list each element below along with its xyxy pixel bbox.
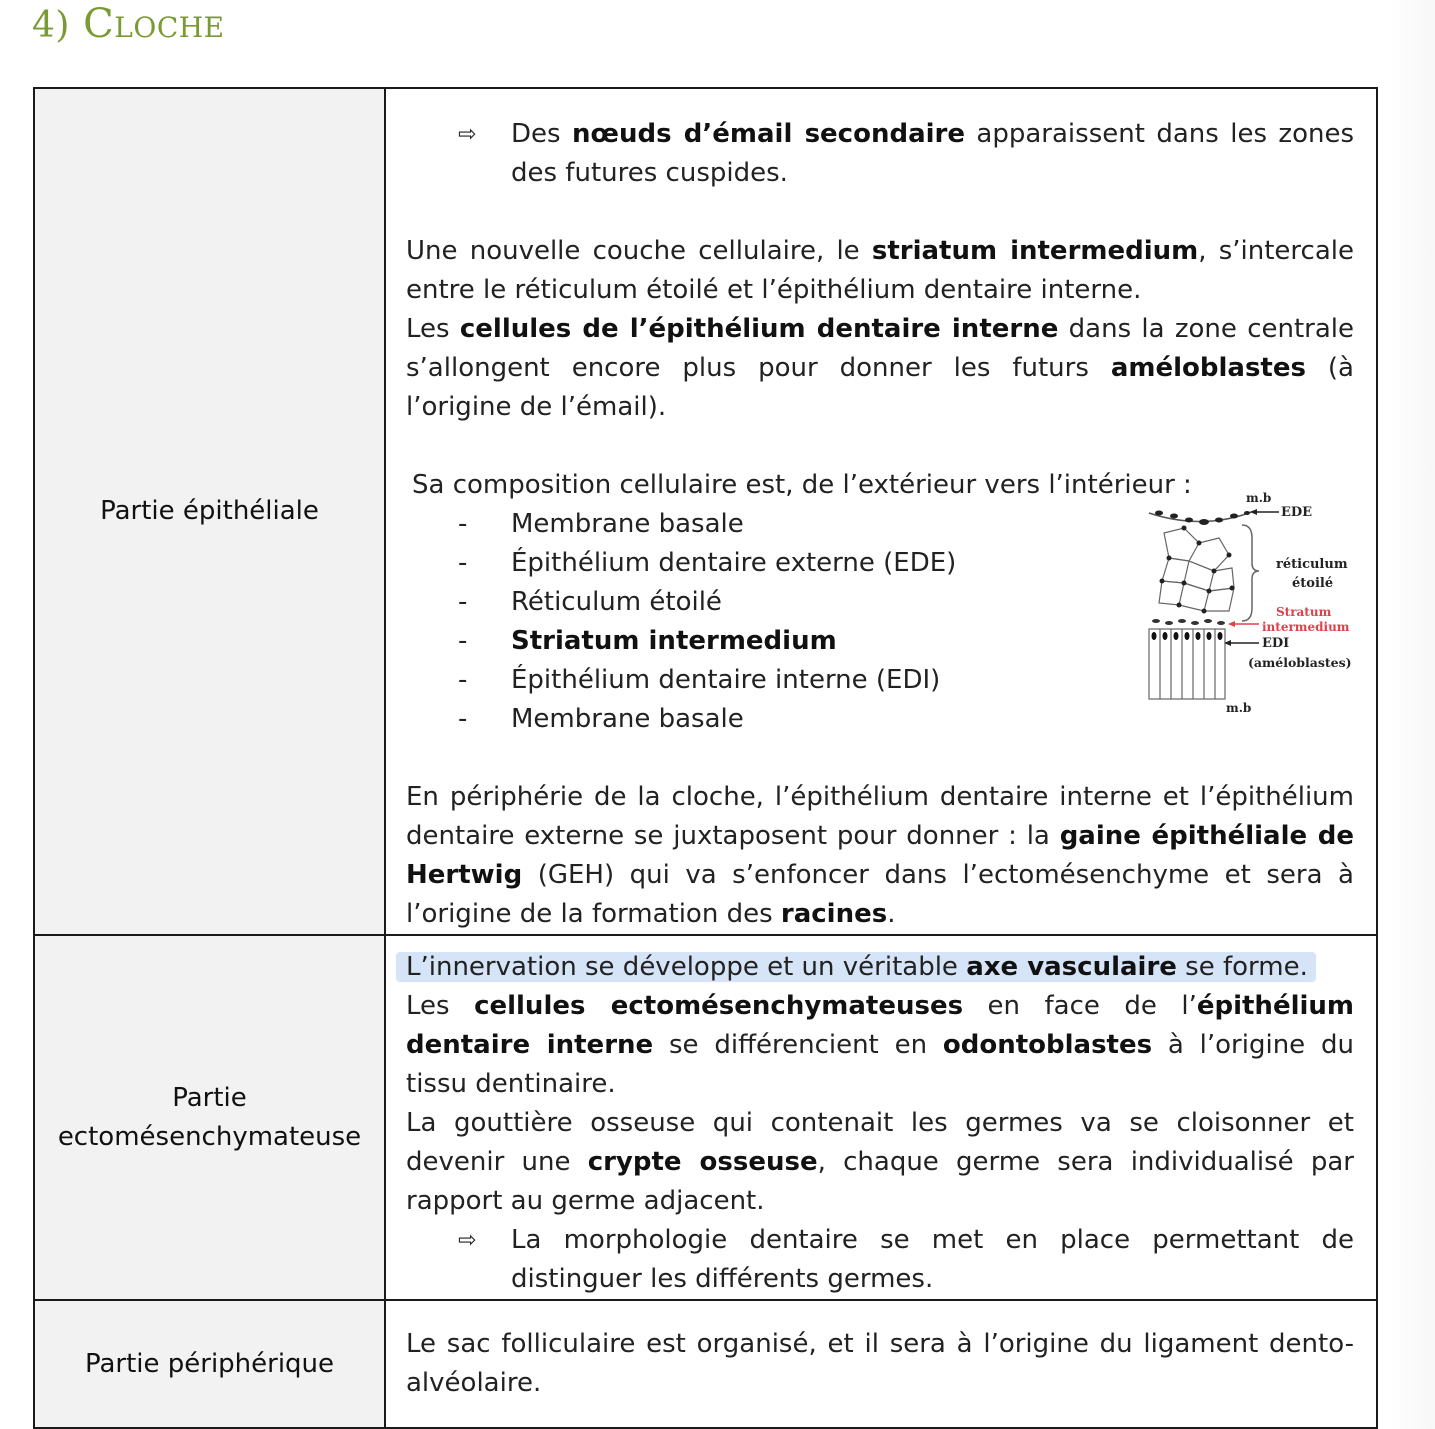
svg-text:étoilé: étoilé (1292, 576, 1334, 591)
paragraph: Le sac folliculaire est organisé, et il sera à l’origine du ligament dento-alvéolaire. (406, 1329, 1354, 1398)
arrow-right-icon: ⇨ (458, 122, 477, 147)
composition-block (406, 466, 1354, 739)
arrow-item-text: Des nœuds d’émail secondaire apparaissent dans les zones des futures cuspides. (511, 119, 1355, 188)
row-label-text: Partie épithéliale (100, 496, 319, 526)
row-label (34, 935, 385, 1300)
highlighted-sentence: L’innervation se développe et un véritable axe vasculaire se forme. (406, 952, 1308, 982)
svg-text:Stratum: Stratum (1276, 605, 1332, 619)
paragraph: En périphérie de la cloche, l’épithélium dentaire interne et l’épithélium dentaire externe se juxtaposent pour donner : la gaine épithéliale de Hertwig (GEH) qui va s’enfoncer dans l’ectomésenchyme et sera à l’origine de la formation des racines. (406, 782, 1354, 929)
svg-text:EDE: EDE (1281, 505, 1313, 520)
svg-text:(améloblastes): (améloblastes) (1248, 655, 1352, 670)
row-label (34, 88, 385, 935)
enamel-organ-diagram (1144, 483, 1364, 713)
svg-text:réticulum: réticulum (1276, 557, 1348, 572)
paragraph: La gouttière osseuse qui contenait les germes va se cloisonner et devenir une crypte osseuse, chaque germe sera individualisé par rapport au germe adjacent. (406, 1108, 1354, 1216)
list-item: - Réticulum étoilé (406, 583, 1354, 622)
svg-text:m.b: m.b (1226, 701, 1252, 713)
composition-intro: Sa composition cellulaire est, de l’extérieur vers l’intérieur : (412, 470, 1192, 500)
list-item: - Épithélium dentaire externe (EDE) (406, 544, 1354, 583)
dash-icon: - (458, 548, 468, 578)
table-row-peripheral (34, 1300, 1377, 1428)
paragraph: Les cellules de l’épithélium dentaire interne dans la zone centrale s’allongent encore plus pour donner les futurs améloblastes (à l’origine de l’émail). (406, 314, 1354, 422)
list-item: - Membrane basale (406, 505, 1354, 544)
svg-text:EDI: EDI (1262, 636, 1290, 651)
section-number: 4) (32, 5, 70, 46)
row-label-text: Partie (172, 1082, 247, 1113)
dash-icon: - (458, 665, 468, 695)
svg-text:intermedium: intermedium (1262, 620, 1350, 634)
row-label (34, 1300, 385, 1428)
arrow-list-item (406, 1221, 1354, 1299)
arrow-item-text: La morphologie dentaire se met en place permettant de distinguer les différents germes. (511, 1225, 1354, 1294)
dash-icon: - (458, 704, 468, 734)
section-title-text: Cloche (83, 1, 225, 47)
paragraph: Une nouvelle couche cellulaire, le striatum intermedium, s’intercale entre le réticulum étoilé et l’épithélium dentaire interne. (406, 236, 1354, 305)
dash-icon: - (458, 626, 468, 656)
dash-icon: - (458, 587, 468, 617)
paragraph: Les cellules ectomésenchymateuses en face de l’épithélium dentaire interne se différencient en odontoblastes à l’origine du tissu dentinaire. (406, 991, 1354, 1099)
row-content (385, 1300, 1377, 1428)
row-label-text: Partie périphérique (84, 1348, 335, 1379)
section-title (32, 0, 225, 50)
dash-icon: - (458, 509, 468, 539)
cloche-table (33, 87, 1378, 1429)
row-label-text: ectomésenchymateuse (57, 1121, 362, 1152)
row-content (385, 935, 1377, 1300)
arrow-list-item (406, 115, 1354, 193)
svg-text:m.b: m.b (1246, 491, 1272, 505)
list-item: - Membrane basale (406, 700, 1354, 739)
row-content (385, 88, 1377, 935)
arrow-right-icon: ⇨ (458, 1228, 477, 1253)
list-item: - Striatum intermedium (406, 622, 1354, 661)
table-row-epithelial (34, 88, 1377, 935)
table-row-ectomesenchymal (34, 935, 1377, 1300)
list-item: - Épithélium dentaire interne (EDI) (406, 661, 1354, 700)
